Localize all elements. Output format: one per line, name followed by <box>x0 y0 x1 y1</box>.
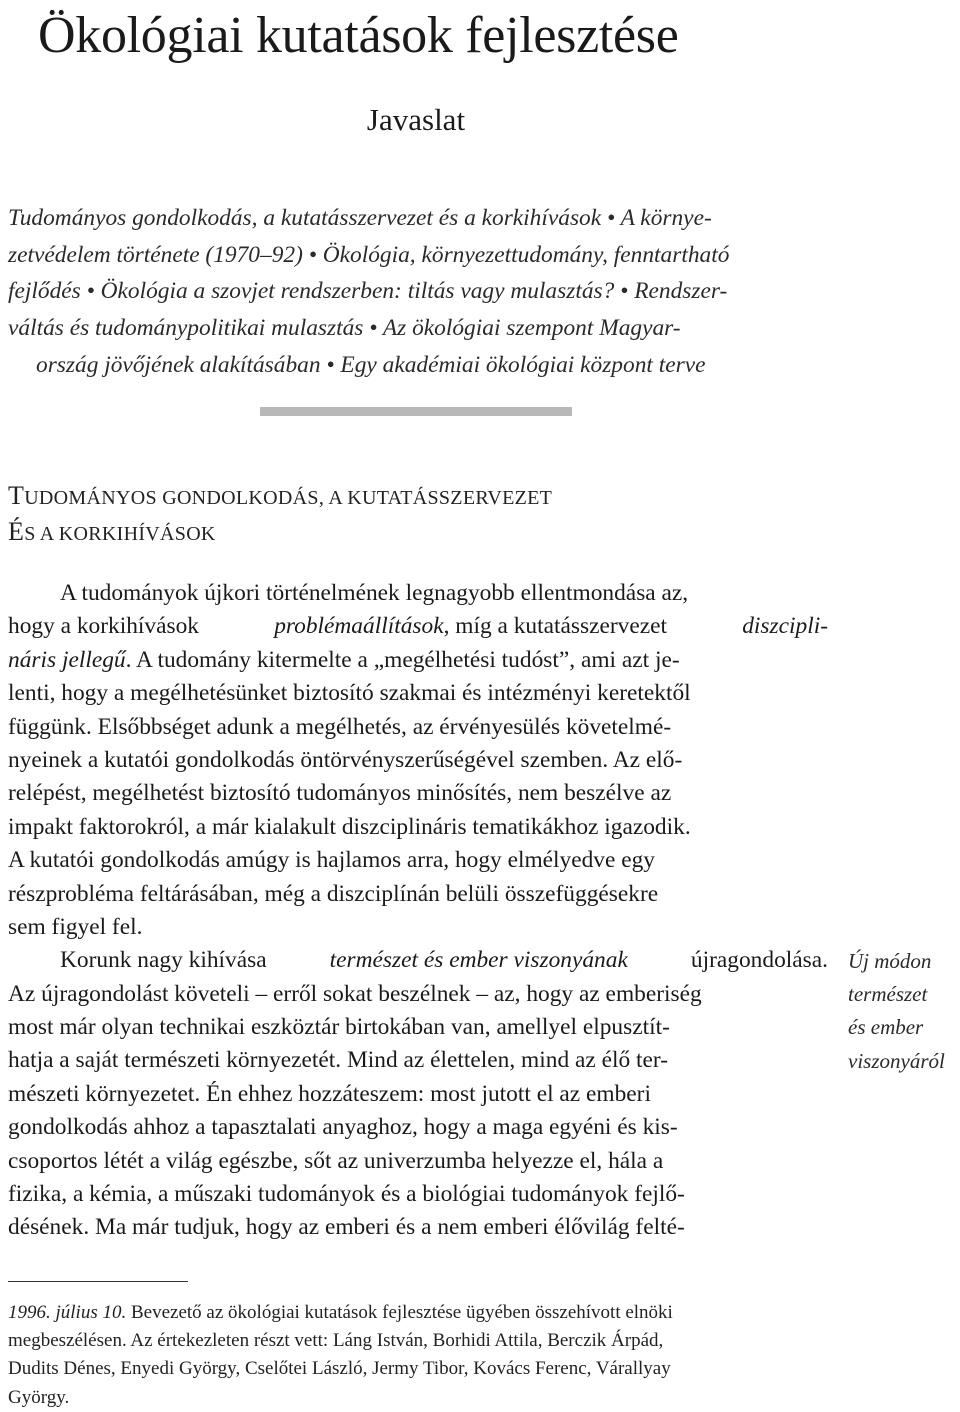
paragraph-line: désének. Ma már tudjuk, hogy az emberi és a nem emberi élővilág felté- <box>8 1214 685 1241</box>
margin-note-line: Új módon <box>848 949 932 973</box>
abstract-line: Tudományos gondolkodás, a kutatásszervezet és a korkihívások • A környe- <box>8 205 712 231</box>
emphasis-text: náris jellegű <box>8 646 126 673</box>
paragraph-line: Az újragondolást követeli – erről sokat beszélnek – az, hogy az emberiség <box>8 980 702 1007</box>
paragraph-line: sem figyel fel. <box>8 913 143 940</box>
text-run: , míg a kutatásszervezet <box>443 613 667 640</box>
emphasis-text: diszcipli- <box>742 613 828 640</box>
page-subtitle: Javaslat <box>366 102 466 137</box>
footnote-line <box>8 1299 826 1327</box>
paragraph-line: gondolkodás ahhoz a tapasztalati anyaghoz, hogy a maga egyéni és kis- <box>8 1114 678 1141</box>
footnote-line: megbeszélésen. Az értekezleten részt vett: Láng István, Borhidi Attila, Berczik Árpád, <box>8 1330 664 1352</box>
paragraph-line: A tudományok újkori történelmének legnagyobb ellentmondása az, <box>60 580 689 606</box>
heading-initial: É <box>8 517 25 546</box>
paragraph-line <box>8 644 828 677</box>
paragraph-line: impakt faktorokról, a már kialakult diszciplináris tematikákhoz igazodik. <box>8 813 691 840</box>
page-title: Ökológiai kutatások fejlesztése <box>38 7 679 64</box>
margin-note-line: és ember <box>848 1015 924 1040</box>
paragraph-line: fizika, a kémia, a műszaki tudományok és a biológiai tudományok fejlő- <box>8 1181 685 1208</box>
section-divider <box>260 407 572 416</box>
abstract-line: ország jövőjének alakításában • Egy akadémiai ökológiai központ terve <box>36 351 706 378</box>
paragraph-line: mészeti környezetet. Én ehhez hozzáteszem: most jutott el az emberi <box>8 1080 651 1107</box>
body-text <box>8 577 828 1245</box>
abstract-line: váltás és tudománypolitikai mulasztás • Az ökológiai szempont Magyar- <box>8 315 681 342</box>
text-run: . A tudomány kitermelte a „megélhetési tudóst”, ami azt je- <box>125 646 680 673</box>
paragraph-line: függünk. Elsőbbséget adunk a megélhetés, az érvényesülés követelmé- <box>8 713 672 740</box>
abstract <box>8 200 729 383</box>
paragraph-line <box>8 610 828 643</box>
paragraph-line <box>8 944 828 977</box>
paragraph-line: most már olyan technikai eszköztár birtokában van, amellyel elpusztít- <box>8 1014 670 1041</box>
text-run: hogy a korkihívások <box>8 613 199 640</box>
heading-initial: T <box>8 481 25 510</box>
paragraph-line: csoportos létét a világ egészbe, sőt az univerzumba helyezze el, hála a <box>8 1147 664 1174</box>
paragraph-line: hatja a saját természeti környezetét. Mind az élettelen, mind az élő ter- <box>8 1047 669 1074</box>
section-heading <box>8 479 552 551</box>
paragraph-line: lenti, hogy a megélhetésünket biztosító szakmai és intézményi keretektől <box>8 680 691 707</box>
margin-note <box>848 945 945 1078</box>
paragraph-line: A kutatói gondolkodás amúgy is hajlamos arra, hogy elmélyedve egy <box>8 847 655 874</box>
emphasis-text: problémaállítások <box>274 613 444 640</box>
emphasis-text: természet és ember viszonyának <box>329 947 628 974</box>
heading-text: UDOMÁNYOS GONDOLKODÁS, A KUTATÁSSZERVEZET <box>24 487 553 509</box>
abstract-line: fejlődés • Ökológia a szovjet rendszerben: tiltás vagy mulasztás? • Rendszer- <box>8 278 728 305</box>
text-run: újragondolása. <box>690 947 828 974</box>
footnote-rule <box>8 1281 188 1282</box>
heading-text: S A KORKIHÍVÁSOK <box>24 523 216 545</box>
text-run: Bevezető az ökológiai kutatások fejlesztése ügyében összehívott elnöki <box>126 1302 673 1323</box>
footnote-date: 1996. július 10. <box>8 1302 127 1323</box>
abstract-line: zetvédelem története (1970–92) • Ökológia, környezettudomány, fenntartható <box>8 241 730 268</box>
paragraph-line: nyeinek a kutatói gondolkodás öntörvényszerűségével szemben. Az elő- <box>8 746 683 773</box>
margin-note-line: természet <box>848 982 928 1007</box>
paragraph-line: részprobléma feltárásában, még a diszciplínán belüli összefüggésekre <box>8 880 659 907</box>
text-run: Korunk nagy kihívása <box>60 947 267 974</box>
footnote-line: György. <box>8 1386 70 1408</box>
paragraph-line: relépést, megélhetést biztosító tudományos minősítés, nem beszélve az <box>8 780 672 807</box>
footnote-line: Dudits Dénes, Enyedi György, Cselőtei László, Jermy Tibor, Kovács Ferenc, Várallyay <box>8 1358 671 1380</box>
footnote <box>8 1299 826 1412</box>
margin-note-line: viszonyáról <box>848 1048 945 1073</box>
